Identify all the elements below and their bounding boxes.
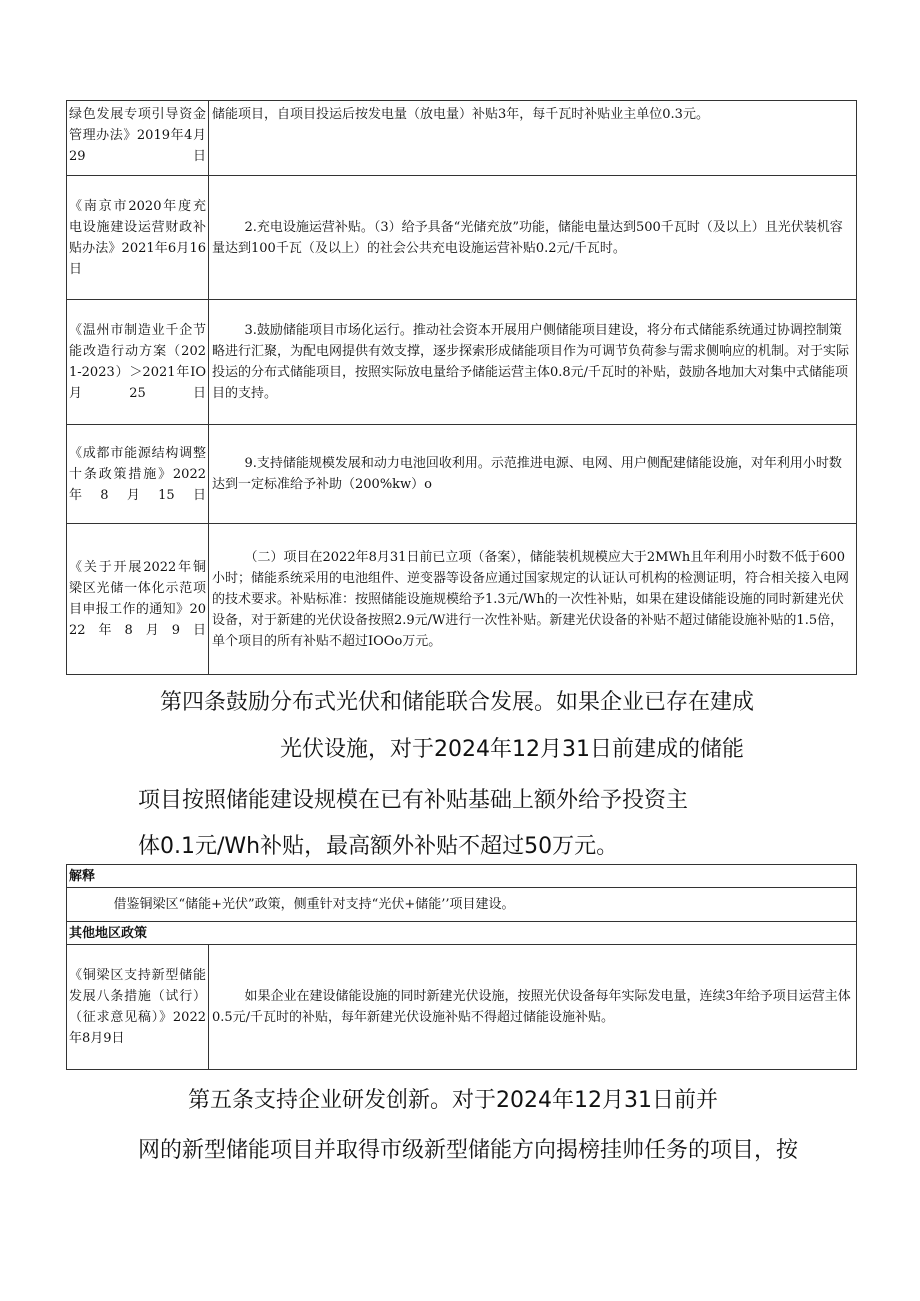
policy-source: 《南京市2020年度充电设施建设运营财政补贴办法》2021年6月16日 (67, 176, 209, 300)
table-row (67, 425, 857, 524)
policy-content: （二）项目在2022年8月31日前已立项（备案），储能装机规模应大于2MWh且年利用小时数不低于600小时；储能系统采用的电池组件、逆变器等设备应通过国家规定的认证认可机构的检测证明，符合相关接入电网的技术要求。补贴标准：按照储能设施规模给予1.3元/Wh的一次性补贴，如果在建设储能设施的同时新建光伏设备，对于新建的光伏设备按照2.9元/W进行一次性补贴。新建光伏设备的补贴不超过储能设施补贴的1.5倍，单个项目的所有补贴不超过IOOo万元。 (209, 524, 857, 675)
policy-source: 《关于开展2022年铜梁区光储一体化示范项目申报工作的通知》2022年8月9日 (67, 524, 209, 675)
table-row (67, 945, 857, 1070)
policy-content: 9.支持储能规模发展和动力电池回收利用。示范推进电源、电网、用户侧配建储能设施，对年利用小时数达到一定标准给予补助（200%kw）o (209, 425, 857, 524)
table-row (67, 865, 857, 888)
policy-source: 《铜梁区支持新型储能发展八条措施（试行）（征求意见稿）》2022年8月9日 (67, 945, 209, 1070)
other-regions-header: 其他地区政策 (67, 922, 857, 945)
policy-source: 《成都市能源结构调整十条政策措施》2022年8月15日 (67, 425, 209, 524)
table-row (67, 524, 857, 675)
policy-content: 3.鼓励储能项目市场化运行。推动社会资本开展用户侧储能项目建设，将分布式储能系统通过协调控制策略进行汇聚，为配电网提供有效支撑，逐步探索形成储能项目作为可调节负荷参与需求侧响应的机制。对于实际投运的分布式储能项目，按照实际放电量给予储能运营主体0.8元/千瓦时的补贴，鼓励各地加大对集中式储能项目的支持。 (209, 300, 857, 425)
article-4-line-2: 光伏设施，对于2024年12月31日前建成的储能 (280, 737, 744, 762)
table-row (67, 101, 857, 176)
article-5-line-2: 网的新型储能项目并取得市级新型储能方向揭榜挂帅任务的项目，按 (138, 1138, 799, 1163)
table-row (67, 176, 857, 300)
policy-content: 如果企业在建设储能设施的同时新建光伏设施，按照光伏设备每年实际发电量，连续3年给予项目运营主体0.5元/千瓦时的补贴，每年新建光伏设施补贴不得超过储能设施补贴。 (209, 945, 857, 1070)
policy-table-2 (66, 864, 857, 1070)
table-row (67, 922, 857, 945)
policy-content: 2.充电设施运营补贴。（3）给予具备“光储充放”功能，储能电量达到500千瓦时（及以上）且光伏装机容量达到100千瓦（及以上）的社会公共充电设施运营补贴0.2元/千瓦时。 (209, 176, 857, 300)
policy-source: 《温州市制造业千企节能改造行动方案（2021-2023）＞2021年IO月25日 (67, 300, 209, 425)
article-4-line-1: 第四条鼓励分布式光伏和储能联合发展。如果企业已存在建成 (160, 690, 755, 715)
table-row (67, 300, 857, 425)
table-row (67, 888, 857, 922)
policy-content: 储能项目，自项目投运后按发电量（放电量）补贴3年，每千瓦时补贴业主单位0.3元。 (209, 101, 857, 176)
article-4-line-4: 体0.1元/Wh补贴，最高额外补贴不超过50万元。 (138, 834, 619, 859)
policy-source: 绿色发展专项引导资金管理办法》2019年4月29日 (67, 101, 209, 176)
article-4-line-3: 项目按照储能建设规模在已有补贴基础上额外给予投资主 (138, 788, 689, 813)
explain-text: 借鉴铜梁区“储能+光伏”政策，侧重针对支持“光伏+储能’’项目建设。 (67, 888, 857, 922)
article-5-line-1: 第五条支持企业研发创新。对于2024年12月31日前并 (188, 1088, 718, 1113)
policy-table-1 (66, 100, 857, 675)
explain-header: 解释 (67, 865, 857, 888)
